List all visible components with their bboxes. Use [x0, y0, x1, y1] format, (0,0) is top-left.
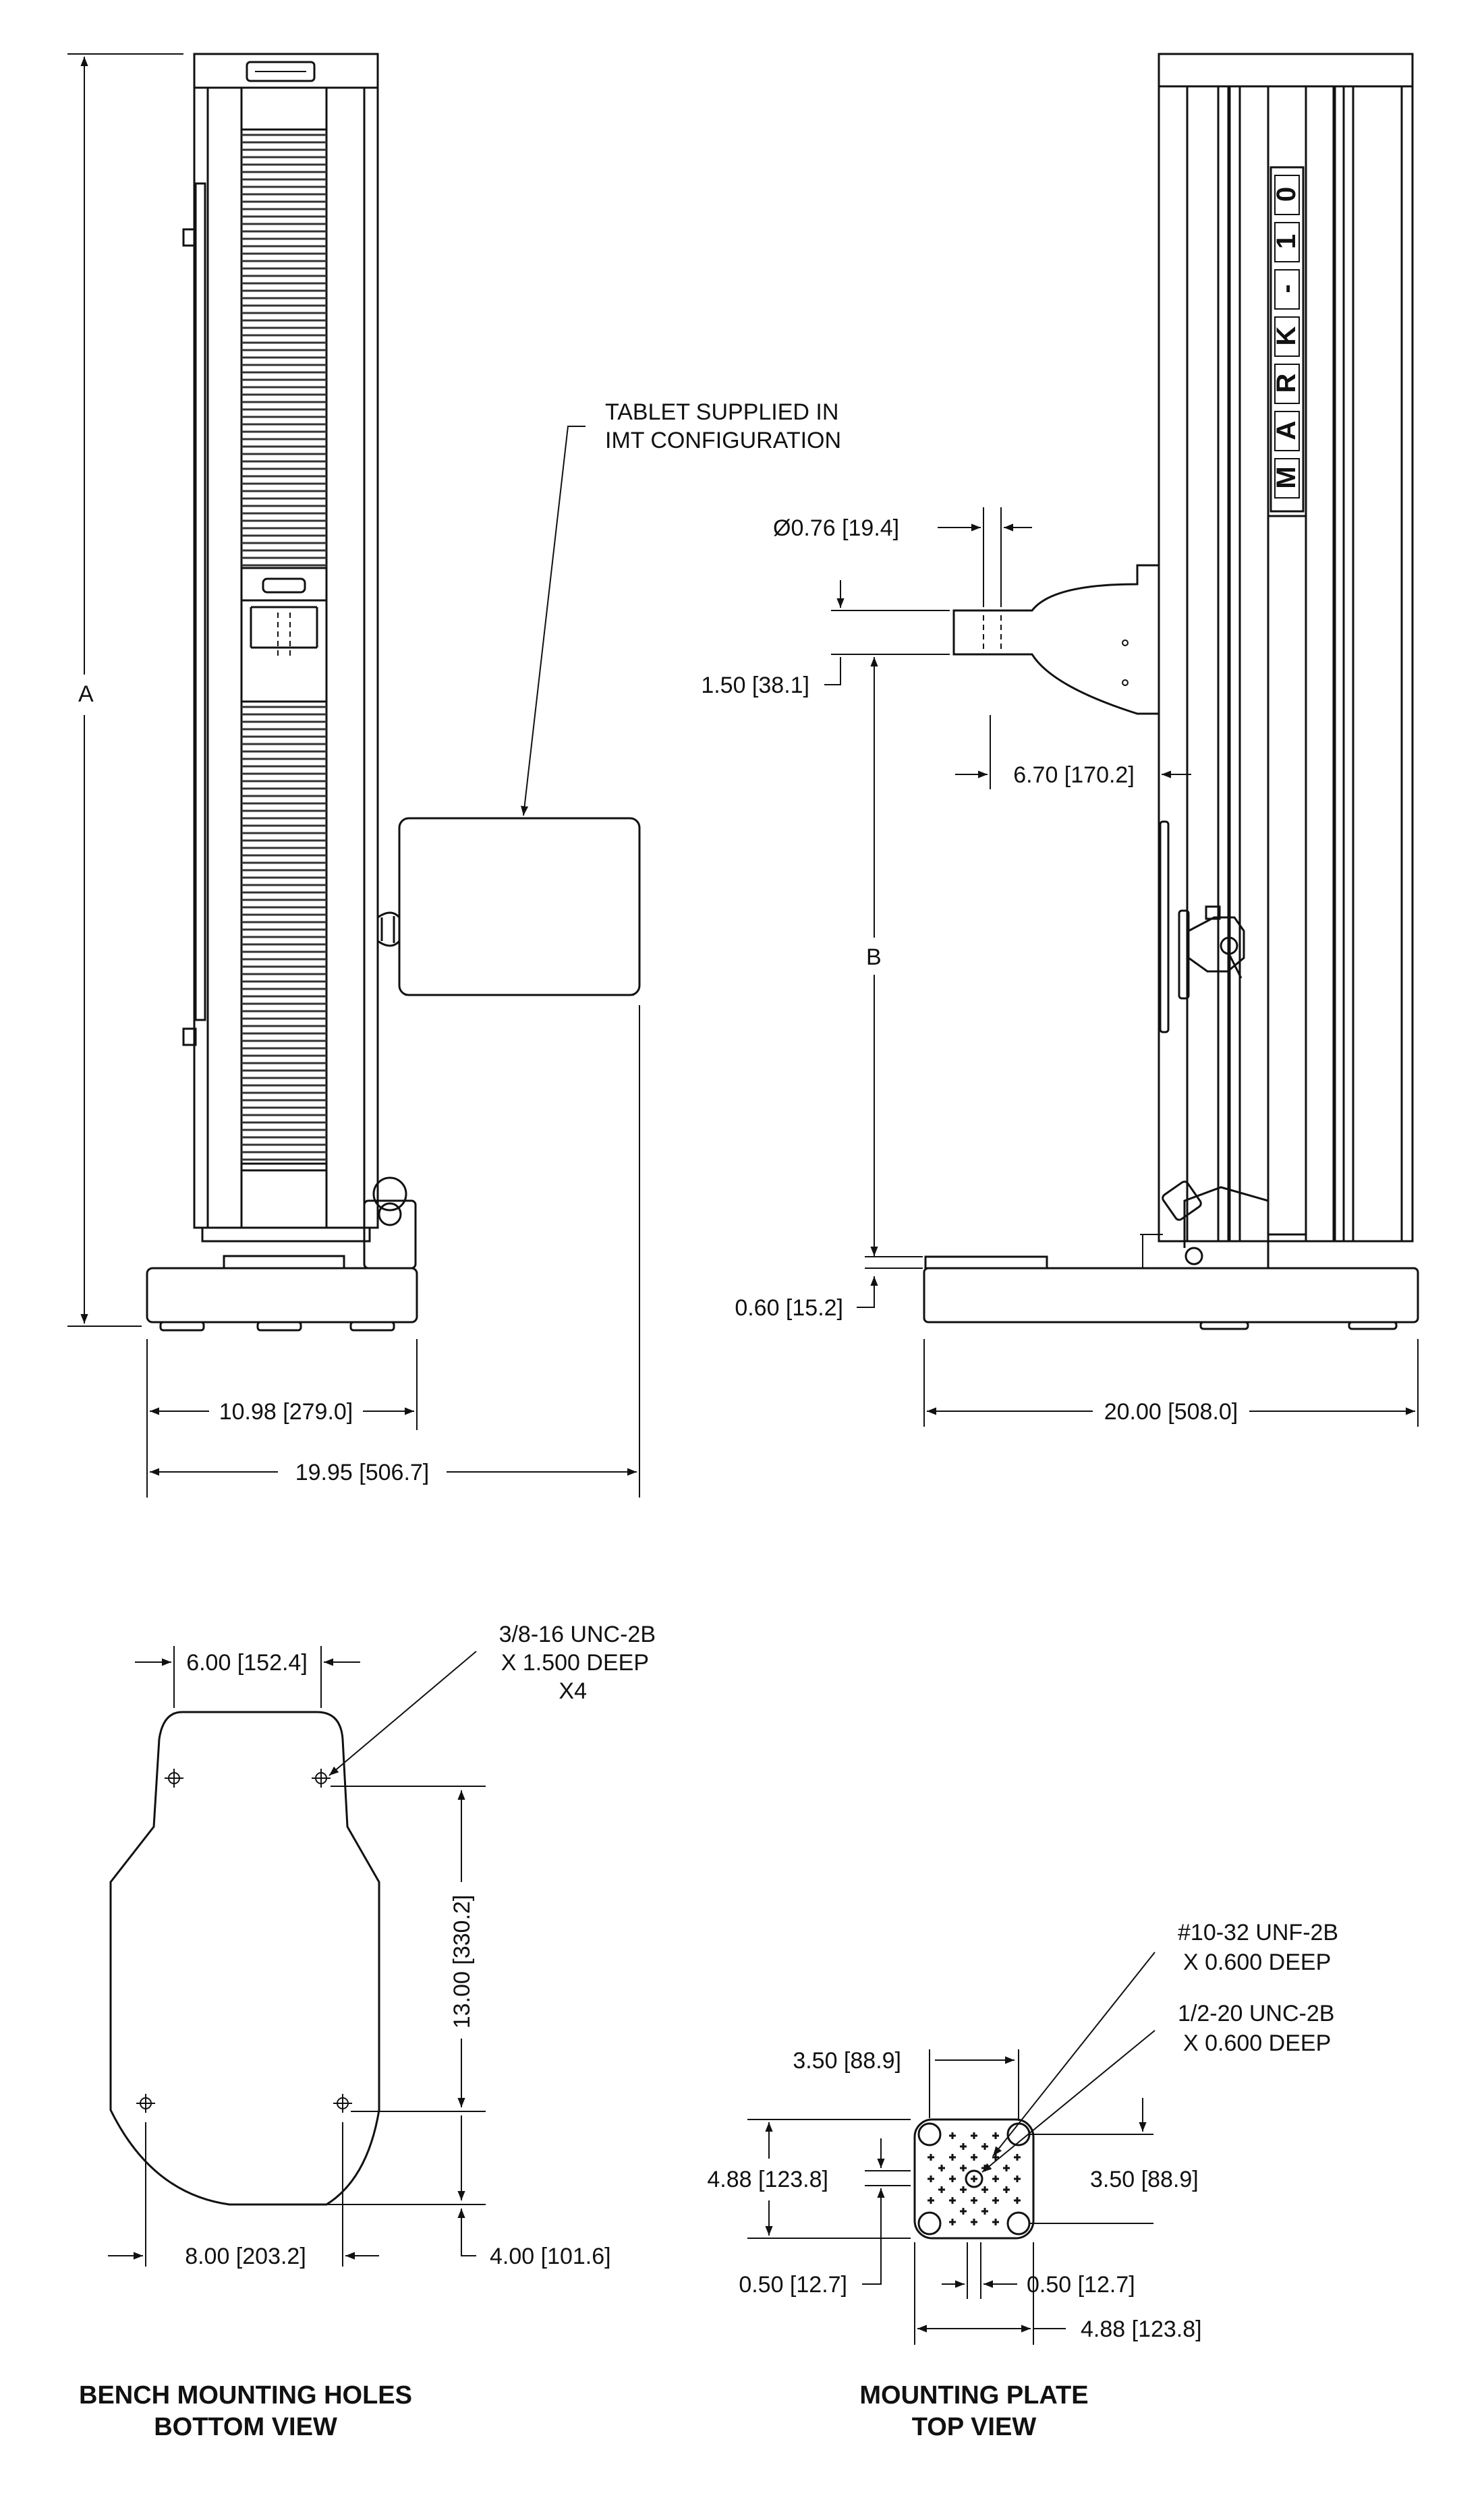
estop-ring	[379, 1203, 401, 1225]
side-column	[1159, 86, 1412, 1241]
plate-note1-line1: #10-32 UNF-2B	[1178, 1920, 1339, 1945]
bench-holes	[136, 1769, 352, 2113]
plate-view	[707, 1920, 1338, 2441]
threaded-hole	[1014, 2154, 1021, 2161]
brand-letter: M	[1272, 466, 1301, 489]
side-base	[924, 1268, 1418, 1322]
hole-note-line2: X 1.500 DEEP	[501, 1650, 649, 1676]
threaded-hole	[981, 2186, 988, 2193]
threaded-hole	[960, 2143, 967, 2150]
tablet-leader	[523, 426, 586, 816]
threaded-hole	[992, 2197, 999, 2204]
threaded-hole	[1003, 2165, 1010, 2171]
front-view	[67, 54, 841, 1498]
dim-left-small: 0.50 [12.7]	[739, 2272, 847, 2298]
brand-letter: -	[1272, 284, 1301, 293]
foot	[1349, 1322, 1396, 1329]
threaded-hole	[1014, 2197, 1021, 2204]
threaded-hole	[928, 2154, 934, 2161]
threaded-hole	[938, 2165, 945, 2171]
threaded-hole	[971, 2132, 977, 2139]
dim-right-offset: 3.50 [88.9]	[1090, 2167, 1199, 2192]
base-plate	[147, 1268, 417, 1322]
threaded-hole	[971, 2175, 977, 2182]
arm-screw	[1122, 640, 1128, 646]
estop-side-hole	[1186, 1248, 1202, 1264]
dim-a-label: A	[78, 681, 94, 707]
estop-side-housing	[1185, 1187, 1268, 1268]
threaded-hole	[1003, 2186, 1010, 2193]
plate-note1-line2: X 0.600 DEEP	[1183, 1950, 1332, 1975]
dim-left-height: 4.88 [123.8]	[707, 2167, 828, 2192]
threaded-hole	[971, 2154, 977, 2161]
estop-side-button	[1161, 1180, 1202, 1221]
tablet-note-line2: IMT CONFIGURATION	[605, 428, 842, 453]
plate-holes	[928, 2132, 1021, 2225]
hole-note-line3: X4	[559, 1678, 587, 1704]
threaded-hole	[981, 2143, 988, 2150]
dim-leader	[862, 2188, 881, 2284]
foot	[1201, 1322, 1248, 1329]
threaded-hole	[992, 2132, 999, 2139]
dim-arm-reach: 6.70 [170.2]	[1013, 762, 1135, 788]
dim-depth: 20.00 [508.0]	[1104, 1399, 1238, 1425]
hole-note-line1: 3/8-16 UNC-2B	[498, 1622, 656, 1647]
dim-vertical-spacing: 13.00 [330.2]	[449, 1894, 475, 2029]
threaded-hole	[928, 2197, 934, 2204]
brand-letter: 0	[1272, 186, 1301, 202]
threaded-hole	[949, 2132, 956, 2139]
corner-hole	[1008, 2213, 1029, 2234]
hole-leader	[329, 1651, 476, 1775]
dim-right-small: 0.50 [12.7]	[1027, 2272, 1135, 2298]
dim-top-spacing: 6.00 [152.4]	[186, 1650, 308, 1676]
dim-bottom-width: 4.88 [123.8]	[1081, 2316, 1202, 2342]
crosshead	[241, 568, 326, 702]
dim-overall-width: 19.95 [506.7]	[295, 1460, 430, 1485]
dim-leader	[824, 657, 840, 685]
bench-title-line1: BENCH MOUNTING HOLES	[79, 2381, 412, 2410]
dim-bottom-spacing: 8.00 [203.2]	[185, 2244, 306, 2269]
side-view	[701, 54, 1418, 1427]
threaded-hole	[949, 2219, 956, 2225]
dim-top-offset: 3.50 [88.9]	[793, 2048, 901, 2074]
threaded-hole	[960, 2165, 967, 2171]
threaded-hole	[949, 2175, 956, 2182]
grille-lower	[241, 702, 326, 1164]
brand-letter: R	[1272, 373, 1301, 393]
dim-arm-thickness: 1.50 [38.1]	[701, 673, 809, 698]
tablet-mount	[378, 913, 399, 946]
crosshead-handle	[263, 579, 305, 592]
bench-view	[79, 1622, 656, 2441]
side-plate	[925, 1257, 1047, 1268]
plate-note2-line1: 1/2-20 UNC-2B	[1178, 2001, 1335, 2026]
dim-leader	[461, 2209, 476, 2256]
foot	[258, 1322, 301, 1330]
base-step	[224, 1256, 344, 1268]
threaded-hole	[971, 2197, 977, 2204]
plate-title-line1: MOUNTING PLATE	[859, 2381, 1089, 2410]
threaded-hole	[949, 2197, 956, 2204]
brand-letter: K	[1272, 326, 1301, 346]
threaded-hole	[928, 2175, 934, 2182]
threaded-hole	[960, 2208, 967, 2215]
dim-bottom-offset: 4.00 [101.6]	[490, 2244, 611, 2269]
corner-hole	[919, 2213, 940, 2234]
corner-hole	[919, 2124, 940, 2145]
side-top-cap	[1159, 54, 1412, 86]
dim-base-width: 10.98 [279.0]	[219, 1399, 353, 1425]
dim-hole-diameter: Ø0.76 [19.4]	[773, 515, 900, 541]
mark-10-logo	[1271, 167, 1303, 511]
brand-letter: 1	[1272, 233, 1301, 250]
threaded-hole	[992, 2175, 999, 2182]
note1-leader	[993, 1952, 1155, 2156]
threaded-hole	[949, 2154, 956, 2161]
tablet	[399, 818, 639, 995]
arm-screw	[1122, 680, 1128, 685]
threaded-hole	[1014, 2175, 1021, 2182]
threaded-hole	[971, 2219, 977, 2225]
threaded-hole	[938, 2186, 945, 2193]
plate-note2-line2: X 0.600 DEEP	[1183, 2030, 1332, 2056]
tablet-edge	[1160, 822, 1168, 1032]
tablet-hinge	[1189, 917, 1244, 971]
threaded-hole	[981, 2208, 988, 2215]
tablet-note-line1: TABLET SUPPLIED IN	[605, 399, 839, 425]
dim-plate-height: 0.60 [15.2]	[735, 1295, 843, 1321]
dim-leader	[857, 1276, 874, 1307]
brand-letter: A	[1272, 420, 1301, 440]
threaded-hole	[992, 2219, 999, 2225]
dim-b-label: B	[866, 944, 882, 970]
column-foot	[202, 1228, 370, 1241]
note2-leader	[982, 2030, 1155, 2172]
plate-title-line2: TOP VIEW	[911, 2413, 1037, 2441]
side-rail	[196, 183, 205, 1020]
foot	[351, 1322, 394, 1330]
threaded-hole	[960, 2186, 967, 2193]
side-arm	[954, 565, 1159, 714]
foot	[161, 1322, 204, 1330]
bench-title-line2: BOTTOM VIEW	[154, 2413, 337, 2441]
brand-letters	[1272, 175, 1301, 498]
